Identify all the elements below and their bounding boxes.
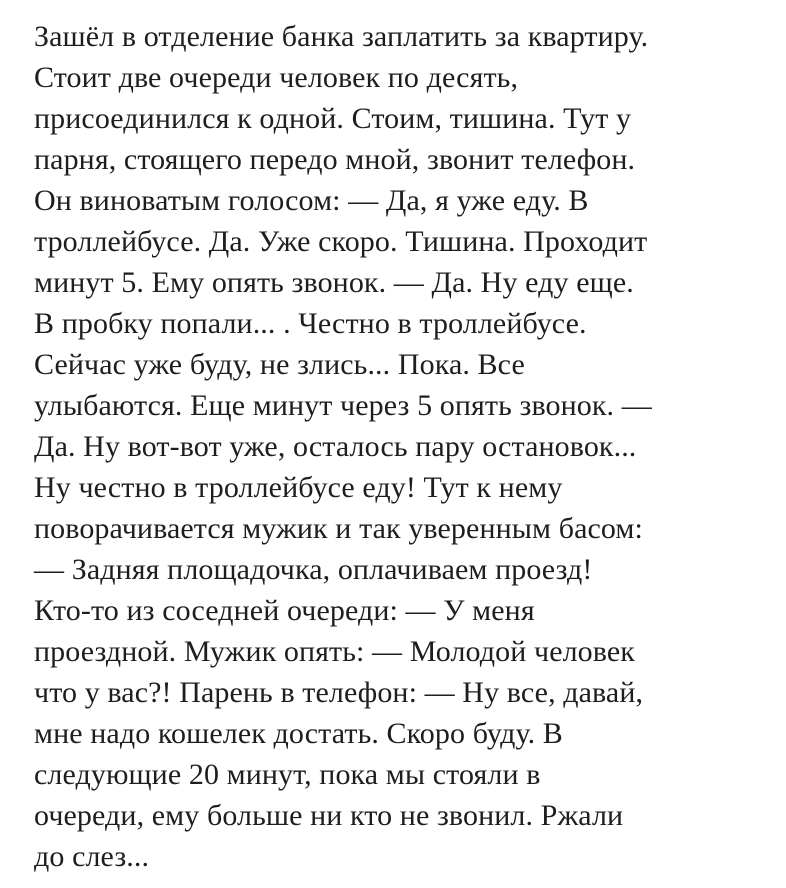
story-line-12: Ну честно в троллейбусе еду! Тут к нему bbox=[34, 471, 563, 504]
story-line-1: Зашёл в отделение банка заплатить за квартиру. bbox=[34, 20, 649, 53]
story-line-5: Он виноватым голосом: — Да, я уже еду. В bbox=[34, 184, 589, 217]
story-line-2: Стоит две очереди человек по десять, bbox=[34, 61, 519, 94]
story-line-19: следующие 20 минут, пока мы стояли в bbox=[34, 758, 541, 791]
story-line-13: поворачивается мужик и так уверенным басом: bbox=[34, 512, 643, 545]
story-line-15: Кто-то из соседней очереди: — У меня bbox=[34, 594, 535, 627]
story-line-4: парня, стоящего передо мной, звонит телефон. bbox=[34, 143, 636, 176]
story-line-10: улыбаются. Еще минут через 5 опять звонок. — bbox=[34, 389, 652, 422]
story-line-7: минут 5. Ему опять звонок. — Да. Ну еду еще. bbox=[34, 266, 634, 299]
story-line-18: мне надо кошелек достать. Скоро буду. В bbox=[34, 717, 563, 750]
story-line-17: что у вас?! Парень в телефон: — Ну все, давай, bbox=[34, 676, 644, 709]
story-line-21: до слез... bbox=[34, 840, 150, 873]
story-line-9: Сейчас уже буду, не злись... Пока. Все bbox=[34, 348, 525, 381]
story-line-3: присоединился к одной. Стоим, тишина. Тут у bbox=[34, 102, 632, 135]
story-line-16: проездной. Мужик опять: — Молодой человек bbox=[34, 635, 635, 668]
story-line-14: — Задняя площадочка, оплачиваем проезд! bbox=[34, 553, 593, 586]
story-line-8: В пробку попали... . Честно в троллейбусе. bbox=[34, 307, 587, 340]
story-line-11: Да. Ну вот-вот уже, осталось пару остановок... bbox=[34, 430, 637, 463]
story-line-6: троллейбусе. Да. Уже скоро. Тишина. Проходит bbox=[34, 225, 648, 258]
story-line-20: очереди, ему больше ни кто не звонил. Ржали bbox=[34, 799, 624, 832]
